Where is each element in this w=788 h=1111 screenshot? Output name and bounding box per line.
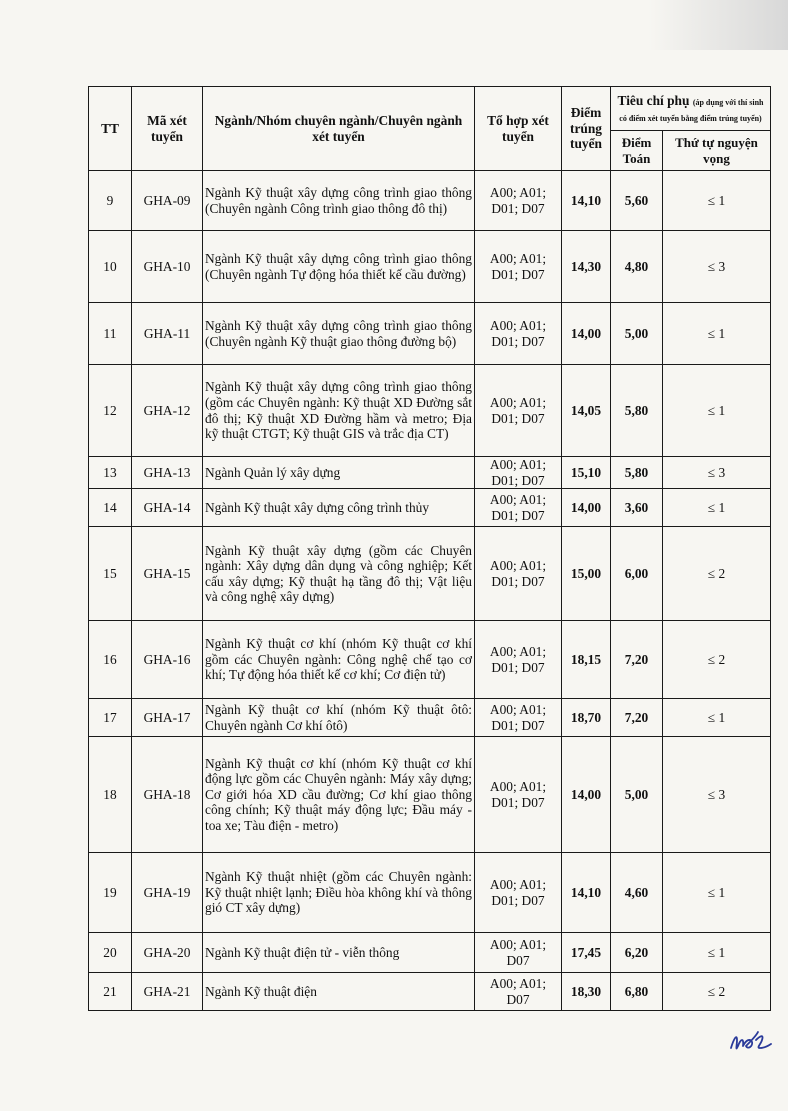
row-math-score: 5,00	[611, 737, 663, 853]
row-major: Ngành Kỹ thuật điện	[203, 973, 475, 1011]
row-preference: ≤ 1	[663, 489, 771, 527]
row-combo: A00; A01; D01; D07	[475, 527, 562, 621]
row-preference: ≤ 3	[663, 737, 771, 853]
row-code: GHA-18	[132, 737, 203, 853]
table-row	[89, 527, 771, 621]
row-preference: ≤ 1	[663, 365, 771, 457]
row-preference: ≤ 2	[663, 621, 771, 699]
row-tt: 19	[89, 853, 132, 933]
row-combo: A00; A01; D07	[475, 973, 562, 1011]
row-combo: A00; A01; D07	[475, 933, 562, 973]
row-tt: 14	[89, 489, 132, 527]
row-preference: ≤ 1	[663, 933, 771, 973]
row-tt: 13	[89, 457, 132, 489]
row-score: 18,30	[562, 973, 611, 1011]
row-score: 14,00	[562, 737, 611, 853]
row-major: Ngành Kỹ thuật xây dựng (gồm các Chuyên ngành: Xây dựng dân dụng và công nghiệp; Kết cấu xây dựng; Kỹ thuật hạ tầng đô thị; Vật liệu và công nghệ xây dựng)	[203, 527, 475, 621]
row-math-score: 6,20	[611, 933, 663, 973]
row-tt: 15	[89, 527, 132, 621]
sub-criteria-title: Tiêu chí phụ	[617, 92, 690, 108]
row-tt: 17	[89, 699, 132, 737]
row-preference: ≤ 1	[663, 853, 771, 933]
row-score: 14,10	[562, 171, 611, 231]
row-score: 15,10	[562, 457, 611, 489]
table-row	[89, 621, 771, 699]
row-major: Ngành Kỹ thuật xây dựng công trình thủy	[203, 489, 475, 527]
table-row	[89, 699, 771, 737]
table-row	[89, 737, 771, 853]
row-tt: 11	[89, 303, 132, 365]
header-code: Mã xét tuyển	[132, 87, 203, 171]
header-preference: Thứ tự nguyện vọng	[663, 131, 771, 171]
row-score: 18,70	[562, 699, 611, 737]
row-combo: A00; A01; D01; D07	[475, 737, 562, 853]
row-tt: 21	[89, 973, 132, 1011]
row-combo: A00; A01; D01; D07	[475, 699, 562, 737]
row-preference: ≤ 1	[663, 303, 771, 365]
row-code: GHA-15	[132, 527, 203, 621]
row-math-score: 3,60	[611, 489, 663, 527]
row-major: Ngành Kỹ thuật xây dựng công trình giao thông (Chuyên ngành Kỹ thuật giao thông đường bộ)	[203, 303, 475, 365]
row-major: Ngành Kỹ thuật điện tử - viễn thông	[203, 933, 475, 973]
row-preference: ≤ 1	[663, 171, 771, 231]
row-major: Ngành Kỹ thuật xây dựng công trình giao thông (Chuyên ngành Công trình giao thông đô thị)	[203, 171, 475, 231]
row-major: Ngành Quản lý xây dựng	[203, 457, 475, 489]
row-code: GHA-19	[132, 853, 203, 933]
row-code: GHA-14	[132, 489, 203, 527]
row-preference: ≤ 2	[663, 527, 771, 621]
row-preference: ≤ 2	[663, 973, 771, 1011]
table-body	[89, 171, 771, 1011]
row-math-score: 5,80	[611, 457, 663, 489]
row-preference: ≤ 3	[663, 231, 771, 303]
row-major: Ngành Kỹ thuật xây dựng công trình giao thông (Chuyên ngành Tự động hóa thiết kế cầu đường)	[203, 231, 475, 303]
row-score: 14,10	[562, 853, 611, 933]
row-math-score: 6,80	[611, 973, 663, 1011]
row-combo: A00; A01; D01; D07	[475, 853, 562, 933]
row-code: GHA-17	[132, 699, 203, 737]
row-combo: A00; A01; D01; D07	[475, 621, 562, 699]
row-major: Ngành Kỹ thuật cơ khí (nhóm Kỹ thuật ôtô: Chuyên ngành Cơ khí ôtô)	[203, 699, 475, 737]
row-score: 14,00	[562, 489, 611, 527]
header-sub-criteria	[611, 87, 771, 131]
table-row	[89, 457, 771, 489]
row-score: 17,45	[562, 933, 611, 973]
row-tt: 18	[89, 737, 132, 853]
row-score: 14,00	[562, 303, 611, 365]
row-major: Ngành Kỹ thuật nhiệt (gồm các Chuyên ngành: Kỹ thuật nhiệt lạnh; Điều hòa không khí và thông gió CT xây dựng)	[203, 853, 475, 933]
row-code: GHA-20	[132, 933, 203, 973]
row-tt: 12	[89, 365, 132, 457]
row-score: 14,30	[562, 231, 611, 303]
row-code: GHA-09	[132, 171, 203, 231]
row-math-score: 4,80	[611, 231, 663, 303]
row-preference: ≤ 1	[663, 699, 771, 737]
handwritten-initials	[728, 1026, 774, 1056]
row-combo: A00; A01; D01; D07	[475, 365, 562, 457]
row-score: 18,15	[562, 621, 611, 699]
row-code: GHA-16	[132, 621, 203, 699]
row-tt: 16	[89, 621, 132, 699]
table-row	[89, 973, 771, 1011]
table-row	[89, 171, 771, 231]
row-tt: 10	[89, 231, 132, 303]
header-combo: Tổ hợp xét tuyển	[475, 87, 562, 171]
row-math-score: 7,20	[611, 621, 663, 699]
row-code: GHA-12	[132, 365, 203, 457]
row-tt: 20	[89, 933, 132, 973]
row-preference: ≤ 3	[663, 457, 771, 489]
table-row	[89, 489, 771, 527]
row-code: GHA-21	[132, 973, 203, 1011]
row-code: GHA-11	[132, 303, 203, 365]
row-combo: A00; A01; D01; D07	[475, 457, 562, 489]
row-combo: A00; A01; D01; D07	[475, 489, 562, 527]
row-tt: 9	[89, 171, 132, 231]
page-shadow	[648, 0, 788, 50]
row-combo: A00; A01; D01; D07	[475, 171, 562, 231]
sub-criteria-note: (áp dụng với thí sinh có điểm xét tuyển bằng điểm trúng tuyển)	[619, 97, 764, 123]
table-row	[89, 853, 771, 933]
header-math: Điểm Toán	[611, 131, 663, 171]
table-row	[89, 365, 771, 457]
row-major: Ngành Kỹ thuật xây dựng công trình giao thông (gồm các Chuyên ngành: Kỹ thuật XD Đường sắt đô thị; Kỹ thuật XD Đường hầm và metro; Địa kỹ thuật CTGT; Kỹ thuật GIS và trắc địa CT)	[203, 365, 475, 457]
row-math-score: 4,60	[611, 853, 663, 933]
row-math-score: 5,00	[611, 303, 663, 365]
row-combo: A00; A01; D01; D07	[475, 231, 562, 303]
table-row	[89, 303, 771, 365]
row-combo: A00; A01; D01; D07	[475, 303, 562, 365]
header-score: Điểm trúng tuyển	[562, 87, 611, 171]
row-major: Ngành Kỹ thuật cơ khí (nhóm Kỹ thuật cơ khí động lực gồm các Chuyên ngành: Máy xây dựng; Cơ giới hóa XD cầu đường; Cơ khí giao thông công chính; Kỹ thuật máy động lực; Đầu máy - toa xe; Tàu điện - metro)	[203, 737, 475, 853]
table-row	[89, 933, 771, 973]
row-math-score: 6,00	[611, 527, 663, 621]
row-score: 15,00	[562, 527, 611, 621]
admission-scores-table	[88, 86, 771, 1011]
row-math-score: 7,20	[611, 699, 663, 737]
row-code: GHA-13	[132, 457, 203, 489]
row-math-score: 5,60	[611, 171, 663, 231]
table-row	[89, 231, 771, 303]
header-major: Ngành/Nhóm chuyên ngành/Chuyên ngành xét tuyển	[203, 87, 475, 171]
row-score: 14,05	[562, 365, 611, 457]
row-major: Ngành Kỹ thuật cơ khí (nhóm Kỹ thuật cơ khí gồm các Chuyên ngành: Công nghệ chế tạo cơ khí; Tự động hóa thiết kế cơ khí; Cơ điện tử)	[203, 621, 475, 699]
row-code: GHA-10	[132, 231, 203, 303]
header-tt: TT	[89, 87, 132, 171]
row-math-score: 5,80	[611, 365, 663, 457]
